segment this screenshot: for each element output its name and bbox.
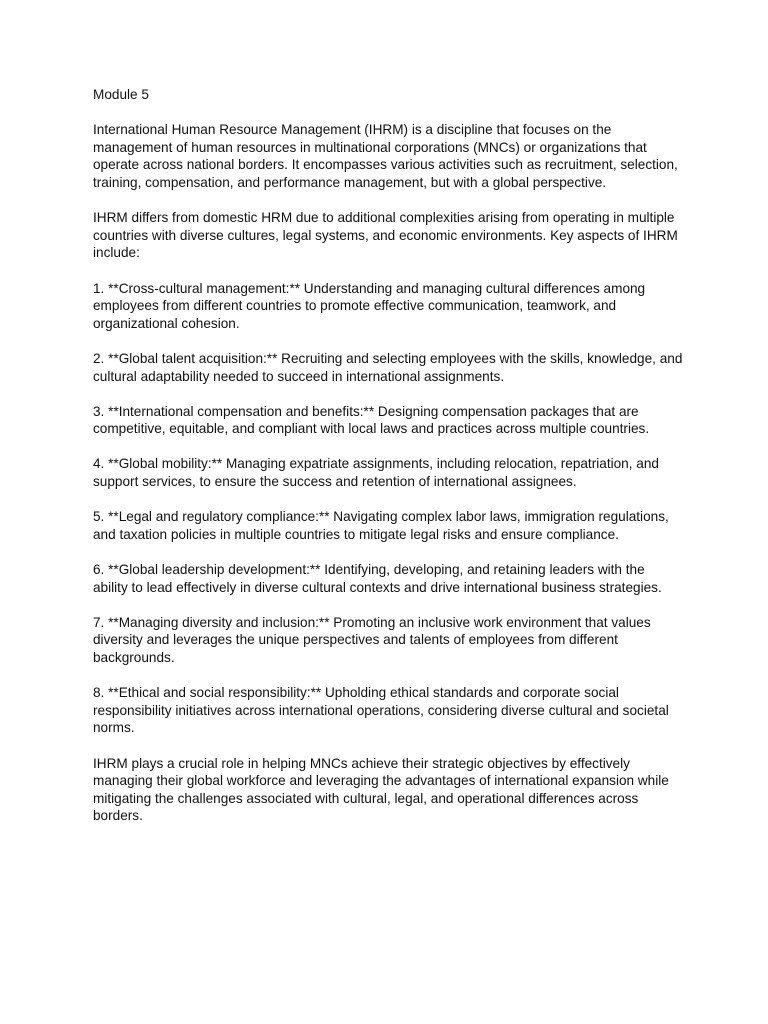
document-body: [93, 86, 683, 843]
conclusion-paragraph: IHRM plays a crucial role in helping MNCs achieve their strategic objectives by effectively managing their global workforce and leveraging the advantages of international expansion while mitigating the challenges associated with cultural, legal, and operational differences across borders.: [93, 755, 669, 824]
list-item: 7. **Managing diversity and inclusion:** Promoting an inclusive work environment that values diversity and leverages the unique perspectives and talents of employees from different backgrounds.: [93, 614, 651, 665]
module-title: Module 5: [93, 87, 149, 102]
list-item: 3. **International compensation and benefits:** Designing compensation packages that are competitive, equitable, and compliant with local laws and practices across multiple countries.: [93, 403, 650, 437]
list-item: 5. **Legal and regulatory compliance:** Navigating complex labor laws, immigration regulations, and taxation policies in multiple countries to mitigate legal risks and ensure compliance.: [93, 509, 669, 542]
list-item: 4. **Global mobility:** Managing expatriate assignments, including relocation, repatriation, and support services, to ensure the success and retention of international assignees.: [93, 456, 659, 490]
intro-paragraph: International Human Resource Management (IHRM) is a discipline that focuses on the management of human resources in multinational corporations (MNCs) or organizations that operate across national borders. It encompasses various activities such as recruitment, selection, training, compensation, and performance management, but with a global perspective.: [93, 122, 678, 190]
list-item: 2. **Global talent acquisition:** Recruiting and selecting employees with the skills, knowledge, and cultural adaptability needed to succeed in international assignments.: [93, 350, 683, 384]
list-item: 6. **Global leadership development:** Identifying, developing, and retaining leaders with the ability to lead effectively in diverse cultural contexts and drive international business strategies.: [93, 562, 662, 595]
differences-paragraph: IHRM differs from domestic HRM due to additional complexities arising from operating in multiple countries with diverse cultures, legal systems, and economic environments. Key aspects of IHRM include:: [93, 210, 678, 261]
list-item: 1. **Cross-cultural management:** Understanding and managing cultural differences among employees from different countries to promote effective communication, teamwork, and organizational cohesion.: [93, 280, 646, 331]
list-item: 8. **Ethical and social responsibility:** Upholding ethical standards and corporate social responsibility initiatives across international operations, considering diverse cultural and societal norms.: [93, 685, 669, 736]
